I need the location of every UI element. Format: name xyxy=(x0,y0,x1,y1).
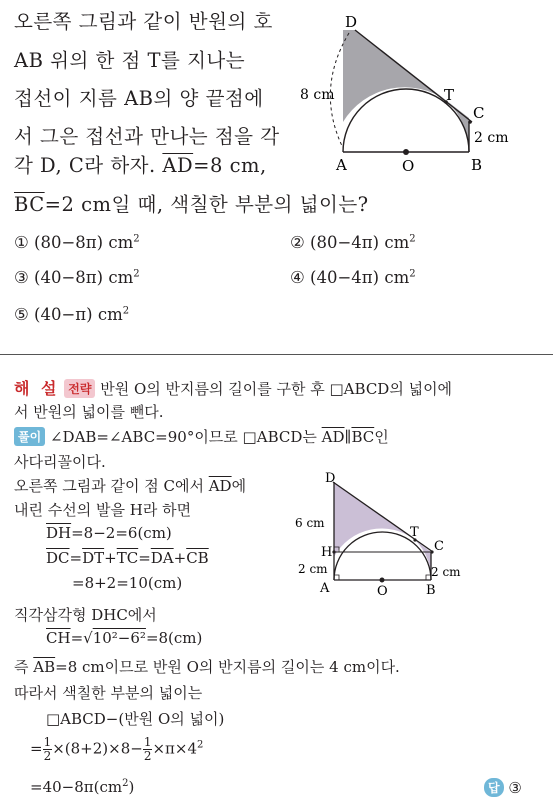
label-o: O xyxy=(402,157,415,175)
eq-tc-seg: $\overline{TC}$ xyxy=(116,549,139,567)
center-o-point xyxy=(403,149,409,155)
eq-dh xyxy=(46,524,172,542)
eq-ch-result: =8(cm) xyxy=(145,629,203,647)
half-1-den: 2 xyxy=(43,749,52,763)
label-c: C xyxy=(473,104,485,122)
label-t: T xyxy=(410,525,419,540)
calc-a: ×(8+2)×8− xyxy=(52,739,143,758)
answer xyxy=(484,778,522,797)
sol-ab-seg: $\overline{AB}$ xyxy=(33,658,56,676)
final-exp: 2 xyxy=(122,778,129,789)
choice-5-exp: 2 xyxy=(122,305,130,317)
calc-line xyxy=(30,736,203,763)
shaded-region xyxy=(343,30,447,122)
eq-ch xyxy=(46,629,202,647)
eq-dh-seg: $\overline{DH}$ xyxy=(46,524,72,542)
sol-area-formula: □ABCD−(반원 O의 넓이) xyxy=(46,710,225,728)
answer-badge: 답 xyxy=(484,778,504,797)
eq-ch-seg: $\overline{CH}$ xyxy=(46,629,71,647)
choice-2-text: (80−4π) cm xyxy=(310,233,410,252)
label-2cm-right: 2 cm xyxy=(431,565,461,579)
final-line xyxy=(30,778,134,796)
label-c: C xyxy=(434,539,444,554)
pul-bc: $\overline{BC}$ xyxy=(351,428,375,446)
choice-2-num: ② xyxy=(290,233,305,252)
half-2-den: 2 xyxy=(143,749,152,763)
choice-3-text: (40−8π) cm xyxy=(34,268,134,287)
pul-ad: $\overline{AD}$ xyxy=(321,428,345,446)
pul-badge: 풀이 xyxy=(14,427,45,446)
label-2cm: 2 cm xyxy=(474,130,509,146)
label-8cm: 8 cm xyxy=(300,87,335,103)
solution-header: 해 설 xyxy=(14,379,60,398)
eq-dc: $\overline{DC}=\overline{DT}+\overline{TC}=\overline{DA}+\overline{CB}$ xyxy=(46,549,209,567)
sol-line-4: 내린 수선의 발을 H라 하면 xyxy=(14,501,192,519)
problem-line-5-value: =8 cm, xyxy=(193,154,267,177)
pul-line-2: 사다리꼴이다. xyxy=(14,453,106,471)
pul-line-1 xyxy=(14,426,389,447)
label-2cm-left: 2 cm xyxy=(298,562,328,576)
sol-line-3b: 에 xyxy=(231,477,247,495)
eq-ch-sqrt: =√ xyxy=(70,629,93,647)
label-6cm: 6 cm xyxy=(295,516,325,530)
choice-5-num: ⑤ xyxy=(14,305,29,324)
choice-4[interactable] xyxy=(290,268,416,287)
eq-dt-seg: $\overline{DT}$ xyxy=(82,549,105,567)
half-1-num: 1 xyxy=(43,735,52,749)
sol-right-triangle: 직각삼각형 DHC에서 xyxy=(14,606,157,624)
choice-1-text: (80−8π) cm xyxy=(34,233,134,252)
label-h: H xyxy=(321,545,333,560)
choice-1-exp: 2 xyxy=(133,233,140,245)
eq-dh-rest: =8−2=6(cm) xyxy=(71,524,172,542)
choice-1-num: ① xyxy=(14,233,29,252)
eq-cb-seg: $\overline{CB}$ xyxy=(186,549,209,567)
sol-ab-a: 즉 xyxy=(14,658,34,676)
sol-ab-line xyxy=(14,656,400,677)
sol-line-3 xyxy=(14,475,246,496)
calc-b: ×π×4 xyxy=(152,739,198,758)
problem-line-4: 서 그은 접선과 만나는 점을 각 xyxy=(14,125,280,148)
sol-line-3-ad: $\overline{AD}$ xyxy=(208,477,232,495)
eq-ch-radicand: 10²−6² xyxy=(92,629,146,647)
figure-semicircle-tangent xyxy=(300,10,520,180)
pul-text-1a: ∠DAB=∠ABC=90°이므로 □ABCD는 xyxy=(49,428,322,446)
label-t: T xyxy=(444,86,455,104)
shaded-region-right xyxy=(447,101,469,152)
choice-4-text: (40−4π) cm xyxy=(310,268,410,287)
final-text: =40−8π(cm xyxy=(30,778,123,796)
choice-5[interactable] xyxy=(14,305,129,324)
strategy-badge: 전략 xyxy=(64,379,95,398)
choice-1[interactable] xyxy=(14,233,140,252)
problem-line-3: 접선이 지름 AB의 양 끝점에 xyxy=(14,87,264,110)
shaded-region xyxy=(333,482,415,557)
center-o-point xyxy=(380,578,385,583)
choice-2-exp: 2 xyxy=(409,233,416,245)
strategy-text-2: 서 반원의 넓이를 뺀다. xyxy=(14,403,164,421)
segment-ad: $\overline{AD}$ xyxy=(162,154,194,177)
sol-ab-b: =8 cm이므로 반원 O의 반지름의 길이는 4 cm이다. xyxy=(55,658,400,676)
eq-da-seg: $\overline{DA}$ xyxy=(150,549,174,567)
strategy-text-1: 반원 O의 반지름의 길이를 구한 후 □ABCD의 넓이에 xyxy=(100,380,453,398)
figure-trapezoid-solution xyxy=(290,470,480,600)
choice-4-num: ④ xyxy=(290,268,305,287)
label-b: B xyxy=(471,156,483,174)
problem-line-6-text: =2 cm일 때, 색칠한 부분의 넓이는? xyxy=(44,193,369,216)
final-close: ) xyxy=(128,778,135,796)
eq-sum: =8+2=10(cm) xyxy=(72,574,183,592)
half-2-num: 1 xyxy=(143,735,152,749)
label-a: A xyxy=(320,581,330,596)
half-fraction-1 xyxy=(43,736,53,763)
choice-3-exp: 2 xyxy=(133,268,140,280)
point-h xyxy=(332,550,335,553)
label-o: O xyxy=(377,584,388,599)
sol-line-3a: 오른쪽 그림과 같이 점 C에서 xyxy=(14,477,209,495)
problem-line-5-text: 각 D, C라 하자. xyxy=(14,154,163,177)
problem-line-6 xyxy=(14,189,369,217)
label-a: A xyxy=(336,156,347,174)
point-c xyxy=(468,120,472,124)
eq-dc-seg: $\overline{DC}$ xyxy=(46,549,70,567)
label-b: B xyxy=(426,583,436,598)
answer-value: ③ xyxy=(508,779,522,797)
choice-2[interactable] xyxy=(290,233,416,252)
choice-5-text: (40−π) cm xyxy=(34,305,123,324)
problem-line-2: AB 위의 한 점 T를 지나는 xyxy=(14,49,246,72)
sol-area-line: 따라서 색칠한 부분의 넓이는 xyxy=(14,684,203,702)
calc-exp: 2 xyxy=(197,739,204,751)
problem-line-5 xyxy=(14,150,267,178)
calc-eq: = xyxy=(30,739,43,758)
choice-3-num: ③ xyxy=(14,268,29,287)
pul-text-1b: 인 xyxy=(374,428,389,446)
segment-bc: $\overline{BC}$ xyxy=(14,193,45,216)
label-d: D xyxy=(325,471,336,486)
solution-strategy-line xyxy=(14,376,452,399)
choice-3[interactable] xyxy=(14,268,140,287)
label-d: D xyxy=(345,13,358,31)
problem-line-1: 오른쪽 그림과 같이 반원의 호 xyxy=(14,10,273,33)
pul-parallel: ∥ xyxy=(344,428,352,446)
section-divider xyxy=(0,354,553,355)
choice-4-exp: 2 xyxy=(409,268,416,280)
